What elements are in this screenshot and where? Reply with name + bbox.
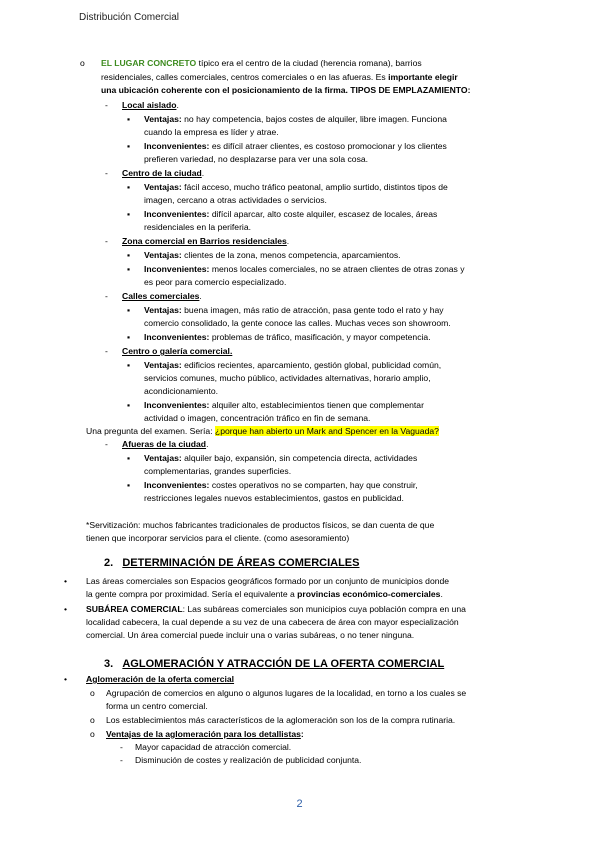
inconvenientes-line: Inconvenientes: alquiler alto, establecimientos tienen que complementar xyxy=(144,400,424,410)
dash-bullet-icon: - xyxy=(105,236,108,246)
bullet-icon: • xyxy=(64,674,68,684)
square-bullet-icon: ▪ xyxy=(127,250,131,260)
ventajas-line: Ventajas: fácil acceso, mucho tráfico peatonal, amplio surtido, distintos tipos de xyxy=(144,182,448,192)
paragraph-line: la gente compra por proximidad. Sería el equivalente a provincias económico-comerciales. xyxy=(86,589,443,599)
dash-bullet-icon: - xyxy=(120,755,123,765)
inconvenientes-line: es peor para comercio especializado. xyxy=(144,277,287,287)
list-item: Agrupación de comercios en alguno o algunos lugares de la localidad, en torno a los cuales se xyxy=(106,688,467,698)
type-title: Afueras de la ciudad. xyxy=(122,439,209,449)
circle-bullet-icon: o xyxy=(90,688,95,698)
square-bullet-icon: ▪ xyxy=(127,264,131,274)
circle-bullet-icon: o xyxy=(80,58,85,68)
circle-bullet-icon: o xyxy=(90,729,95,739)
list-item: Los establecimientos más característicos de la aglomeración son los de la compra rutinaria. xyxy=(106,715,456,725)
subsection-title: Aglomeración de la oferta comercial xyxy=(86,674,235,684)
dash-bullet-icon: - xyxy=(105,100,108,110)
inconvenientes-line: restricciones legales nuevos establecimientos, gastos en publicidad. xyxy=(144,493,404,503)
lugar-concreto-term: EL LUGAR CONCRETO xyxy=(101,58,197,68)
square-bullet-icon: ▪ xyxy=(127,141,131,151)
type-title: Local aislado. xyxy=(122,100,179,110)
dash-bullet-icon: - xyxy=(105,439,108,449)
dash-bullet-icon: - xyxy=(105,346,108,356)
ventajas-line: comercio consolidado, la gente conoce las calles. Muchas veces son showroom. xyxy=(144,318,451,328)
inconvenientes-line: prefieren variedad, no desplazarse para ver una sola cosa. xyxy=(144,154,369,164)
inconvenientes-line: Inconvenientes: es difícil atraer clientes, es costoso promocionar y los clientes xyxy=(144,141,447,151)
inconvenientes-line: Inconvenientes: costes operativos no se comparten, hay que construir, xyxy=(144,480,418,490)
list-item: Mayor capacidad de atracción comercial. xyxy=(135,742,292,752)
square-bullet-icon: ▪ xyxy=(127,453,131,463)
square-bullet-icon: ▪ xyxy=(127,114,131,124)
square-bullet-icon: ▪ xyxy=(127,480,131,490)
bullet-icon: • xyxy=(64,604,68,614)
ventajas-line: acondicionamiento. xyxy=(144,386,219,396)
square-bullet-icon: ▪ xyxy=(127,400,131,410)
page-number: 2 xyxy=(296,798,303,810)
list-item: Disminución de costes y realización de publicidad conjunta. xyxy=(135,755,362,765)
ventajas-line: Ventajas: alquiler bajo, expansión, sin competencia directa, actividades xyxy=(144,453,418,463)
square-bullet-icon: ▪ xyxy=(127,360,131,370)
servitization-note: *Servitización: muchos fabricantes tradicionales de productos físicos, se dan cuenta de que xyxy=(86,520,435,530)
paragraph-line: SUBÁREA COMERCIAL: Las subáreas comerciales son municipios cuya población compra en una xyxy=(86,604,466,614)
ventajas-line: cuando la empresa es líder y atrae. xyxy=(144,127,279,137)
ventajas-line: complementarias, grandes superficies. xyxy=(144,466,292,476)
section-heading: 3. AGLOMERACIÓN Y ATRACCIÓN DE LA OFERTA COMERCIAL xyxy=(104,658,445,670)
ventajas-line: Ventajas: no hay competencia, bajos costes de alquiler, libre imagen. Funciona xyxy=(144,114,447,124)
inconvenientes-line: Inconvenientes: problemas de tráfico, masificación, y mayor competencia. xyxy=(144,332,431,342)
intro-line-2: residenciales, calles comerciales, centros comerciales o en las afueras. Es importante elegir xyxy=(101,72,458,82)
type-title: Zona comercial en Barrios residenciales. xyxy=(122,236,290,246)
list-item: forma un centro comercial. xyxy=(106,701,208,711)
inconvenientes-line: actividad o imagen, concentración tráfico en fin de semana. xyxy=(144,413,371,423)
dash-bullet-icon: - xyxy=(120,742,123,752)
ventajas-line: Ventajas: buena imagen, más ratio de atracción, pasa gente todo el rato y hay xyxy=(144,305,444,315)
paragraph-line: comercial. Un área comercial puede incluir una o varias subáreas, o no tener ninguna. xyxy=(86,630,415,640)
inconvenientes-line: residenciales en la periferia. xyxy=(144,222,252,232)
list-item: Ventajas de la aglomeración para los detallistas: xyxy=(106,729,304,739)
ventajas-line: imagen, cercano a otras actividades o servicios. xyxy=(144,195,327,205)
inconvenientes-line: Inconvenientes: difícil aparcar, alto coste alquiler, escasez de locales, áreas xyxy=(144,209,438,219)
square-bullet-icon: ▪ xyxy=(127,209,131,219)
circle-bullet-icon: o xyxy=(90,715,95,725)
highlighted-question: ¿porque han abierto un Mark and Spencer en la Vaguada? xyxy=(215,426,439,436)
square-bullet-icon: ▪ xyxy=(127,305,131,315)
paragraph-line: localidad cabecera, la cual depende a su vez de una cabecera de área con mayor especialización xyxy=(86,617,459,627)
type-title: Calles comerciales. xyxy=(122,291,202,301)
page-header: Distribución Comercial xyxy=(79,12,180,23)
ventajas-line: Ventajas: edificios recientes, aparcamiento, gestión global, publicidad común, xyxy=(144,360,442,370)
dash-bullet-icon: - xyxy=(105,168,108,178)
intro-line-3: una ubicación coherente con el posicionamiento de la firma. TIPOS DE EMPLAZAMIENTO: xyxy=(101,85,471,95)
inconvenientes-line: Inconvenientes: menos locales comerciales, no se atraen clientes de otras zonas y xyxy=(144,264,465,274)
exam-question-line: Una pregunta del examen. Sería: ¿porque han abierto un Mark and Spencer en la Vaguada? xyxy=(86,426,439,436)
type-title: Centro o galería comercial. xyxy=(122,346,233,356)
ventajas-line: servicios comunes, mucho público, actividades alternativas, horario amplio, xyxy=(144,373,431,383)
square-bullet-icon: ▪ xyxy=(127,332,131,342)
servitization-note: tienen que incorporar servicios para el cliente. (como asesoramiento) xyxy=(86,533,350,543)
section-heading: 2. DETERMINACIÓN DE ÁREAS COMERCIALES xyxy=(104,557,360,569)
paragraph-line: Las áreas comerciales son Espacios geográficos formado por un conjunto de municipios donde xyxy=(86,576,450,586)
ventajas-line: Ventajas: clientes de la zona, menos competencia, aparcamientos. xyxy=(144,250,401,260)
square-bullet-icon: ▪ xyxy=(127,182,131,192)
type-title: Centro de la ciudad. xyxy=(122,168,205,178)
intro-line-1: EL LUGAR CONCRETO típico era el centro de la ciudad (herencia romana), barrios xyxy=(101,58,422,68)
bullet-icon: • xyxy=(64,576,68,586)
dash-bullet-icon: - xyxy=(105,291,108,301)
